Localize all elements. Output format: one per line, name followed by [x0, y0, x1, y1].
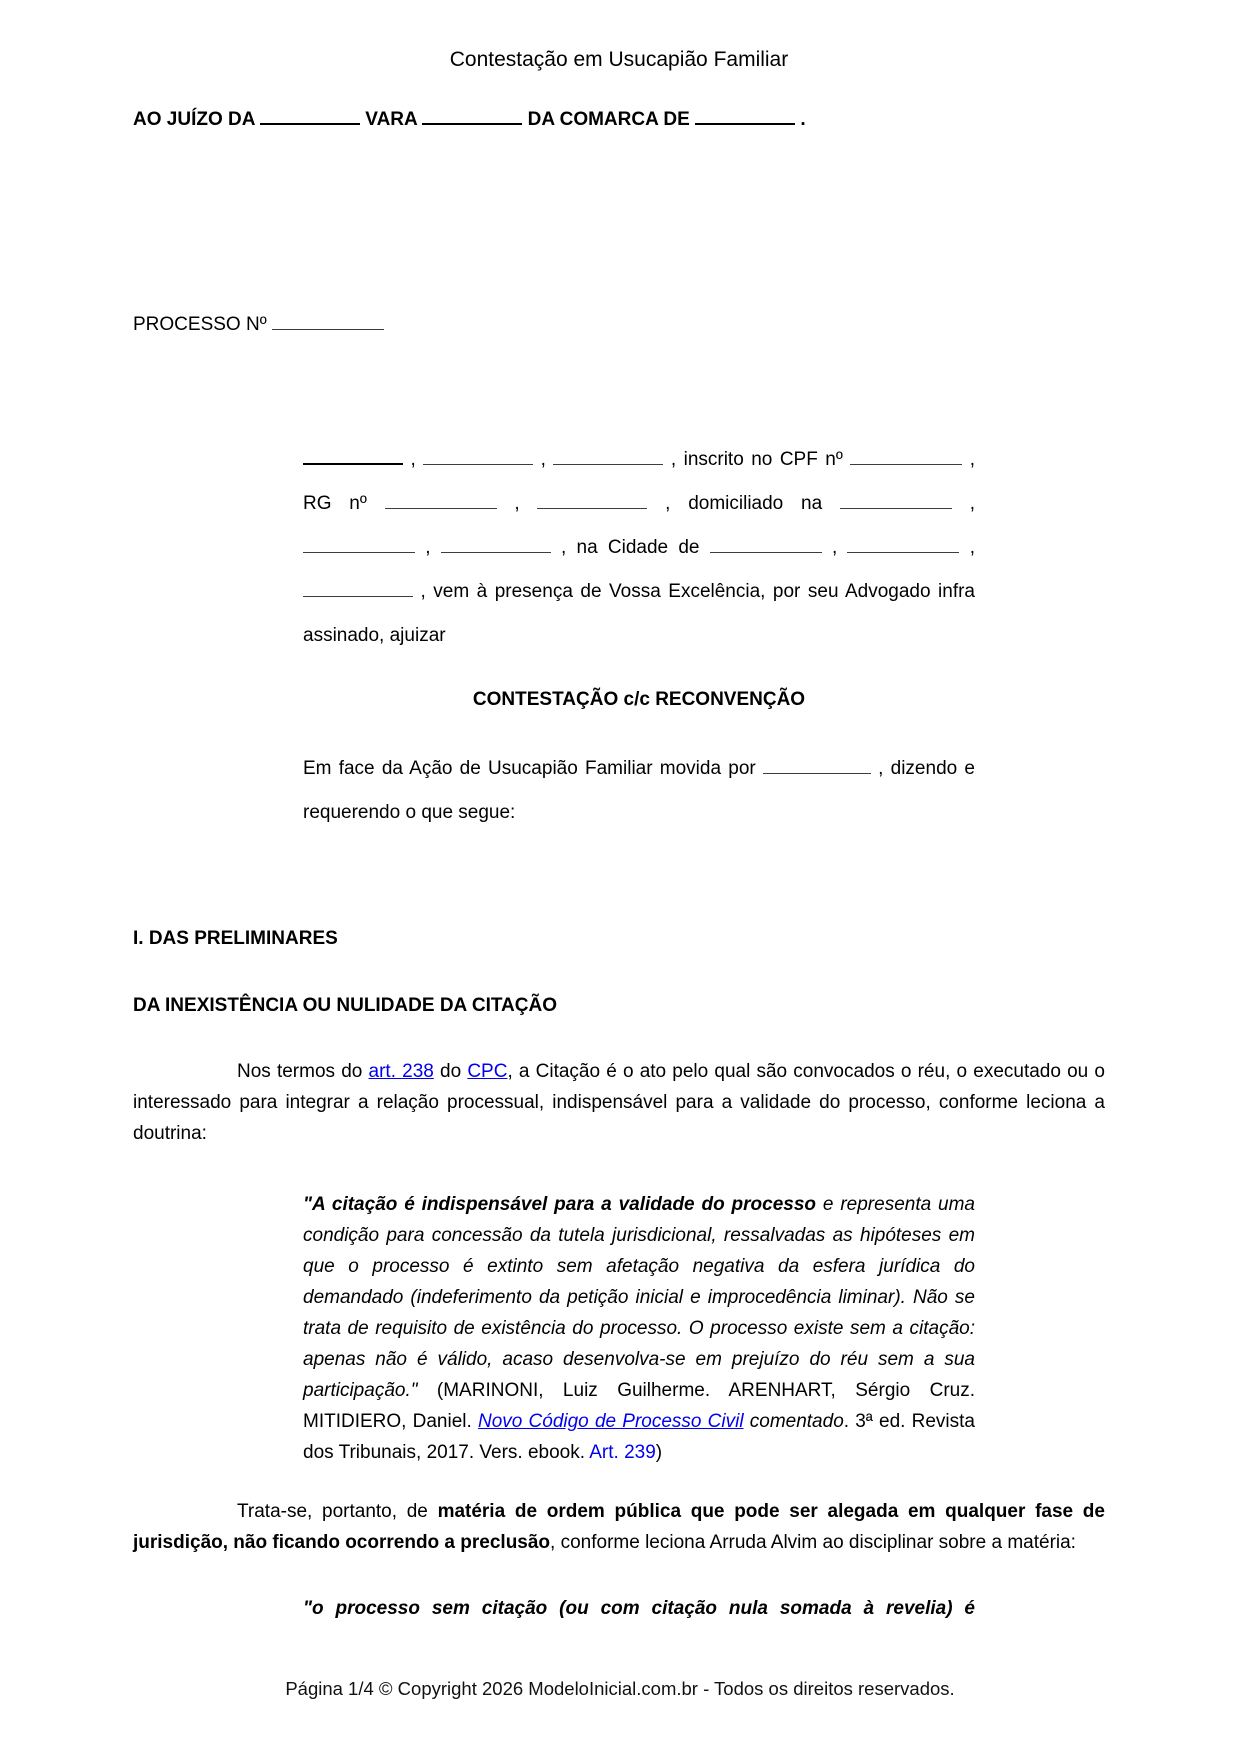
blank-field [847, 538, 959, 553]
text-segment: , conforme leciona Arruda Alvim ao disciplinar sobre a matéria: [550, 1532, 1076, 1553]
text-segment: , [496, 493, 538, 514]
court-header-line [133, 105, 1105, 135]
text-segment: , vem à presença de Vossa Excelência, por seu Advogado infra assinado, ajuizar [303, 581, 981, 646]
text-segment: Trata-se, portanto, de [237, 1501, 438, 1522]
blank-field [710, 538, 822, 553]
text-segment: , [403, 449, 424, 470]
blank-field [260, 109, 360, 125]
text-segment: , dizendo e requerendo o que segue: [303, 758, 981, 823]
text-segment: , [959, 537, 981, 558]
text-segment: AO JUÍZO DA [133, 109, 261, 130]
text-segment: . 3ª ed. Revista dos Tribunais, 2017. Vers. ebook. [303, 1411, 981, 1463]
page-footer: Página 1/4 © Copyright 2026 ModeloInicial.com.br - Todos os direitos reservados. [285, 1678, 955, 1699]
text-segment: VARA [360, 109, 423, 130]
text-segment: , RG nº [303, 449, 981, 514]
text-segment: comentado [749, 1411, 844, 1432]
blank-field [763, 759, 871, 774]
text-segment: , inscrito no CPF nº [663, 449, 851, 470]
text-segment: , domiciliado na [647, 493, 840, 514]
blank-field [385, 494, 497, 509]
blank-field [537, 494, 647, 509]
text-segment: do [433, 1061, 468, 1082]
section-citacao-heading: DA INEXISTÊNCIA OU NULIDADE DA CITAÇÃO [133, 995, 557, 1016]
text-segment: Em face da Ação de Usucapião Familiar movida por [303, 758, 763, 779]
qualification-paragraph [303, 438, 981, 658]
contestacao-heading: CONTESTAÇÃO c/c RECONVENÇÃO [472, 689, 806, 710]
em-face-paragraph [303, 747, 981, 835]
text-segment: PROCESSO Nº [133, 314, 272, 335]
blank-field [695, 109, 795, 125]
blank-field [303, 582, 413, 597]
text-segment: , [415, 537, 441, 558]
blank-field [850, 450, 962, 465]
trata-se-paragraph [133, 1496, 1111, 1558]
text-segment: , a Citação é o ato pelo qual são convocados o réu, o executado ou o interessado para integrar a relação processual, indispensável para a validade do processo, conforme leciona a doutrina: [133, 1061, 1111, 1144]
text-segment: "A citação é indispensável para a validade do processo [303, 1194, 817, 1215]
blank-field [441, 538, 551, 553]
link-art-239[interactable]: Art. 239 [589, 1442, 656, 1463]
blank-field [840, 494, 952, 509]
section-preliminares-heading: I. DAS PRELIMINARES [133, 928, 338, 949]
text-segment: (MARINONI, Luiz Guilherme. ARENHART, Sérgio Cruz. MITIDIERO, Daniel. [303, 1380, 981, 1432]
text-segment: Nos termos do [237, 1061, 369, 1082]
text-segment: , [951, 493, 981, 514]
blank-field [423, 450, 533, 465]
text-segment: , [533, 449, 554, 470]
page-title: Contestação em Usucapião Familiar [449, 48, 789, 71]
text-segment: ) [655, 1442, 663, 1463]
text-segment: , na Cidade de [550, 537, 710, 558]
blank-field [272, 315, 384, 330]
text-segment: DA COMARCA DE [522, 109, 696, 130]
blank-field [303, 449, 403, 465]
text-segment: "o processo sem citação (ou com citação nula somada à revelia) é [303, 1598, 975, 1619]
blank-field [553, 450, 663, 465]
text-segment: , [821, 537, 848, 558]
link-cpc[interactable]: CPC [467, 1061, 508, 1082]
process-number-line [133, 310, 1105, 340]
marinoni-quote [303, 1189, 981, 1468]
link-art-238[interactable]: art. 238 [368, 1061, 434, 1082]
blank-field [303, 538, 415, 553]
link-novo-codigo-processo-civil[interactable]: Novo Código de Processo Civil [477, 1411, 744, 1432]
blank-field [422, 109, 522, 125]
nos-termos-paragraph [133, 1056, 1111, 1149]
text-segment: e representa uma condição para concessão da tutela jurisdicional, ressalvadas as hipóteses em que o processo é extinto sem afetação negativa da esfera jurídica do demandado (indeferimento da petição inicial e improcedência liminar). Não se trata de requisito de existência do processo. O processo existe sem a citação: apenas não é válido, acaso desenvolva-se em prejuízo do réu sem a sua participação." [303, 1194, 981, 1401]
text-segment: matéria de ordem pública que pode ser alegada em qualquer fase de jurisdição, não ficando ocorrendo a preclusão [133, 1501, 1111, 1553]
arruda-quote [303, 1593, 975, 1624]
text-segment: . [795, 109, 806, 130]
